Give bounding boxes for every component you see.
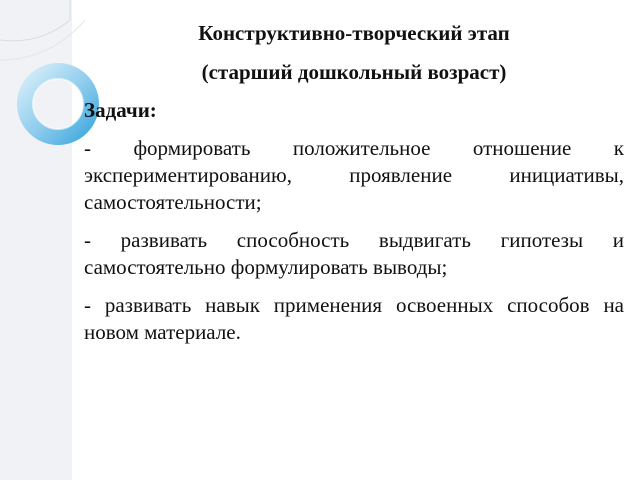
tasks-heading: Задачи: [84, 98, 157, 122]
task-item: - формировать положительное отношение к экспериментированию, проявление инициативы, самостоятельности; [84, 136, 624, 214]
slide-title: Конструктивно-творческий этап [198, 21, 510, 45]
slide-content [84, 20, 624, 346]
task-item: - развивать навык применения освоенных способов на новом материале. [84, 293, 624, 344]
slide-subtitle: (старший дошкольный возраст) [201, 60, 507, 84]
task-item: - развивать способность выдвигать гипотезы и самостоятельно формулировать выводы; [84, 228, 624, 279]
